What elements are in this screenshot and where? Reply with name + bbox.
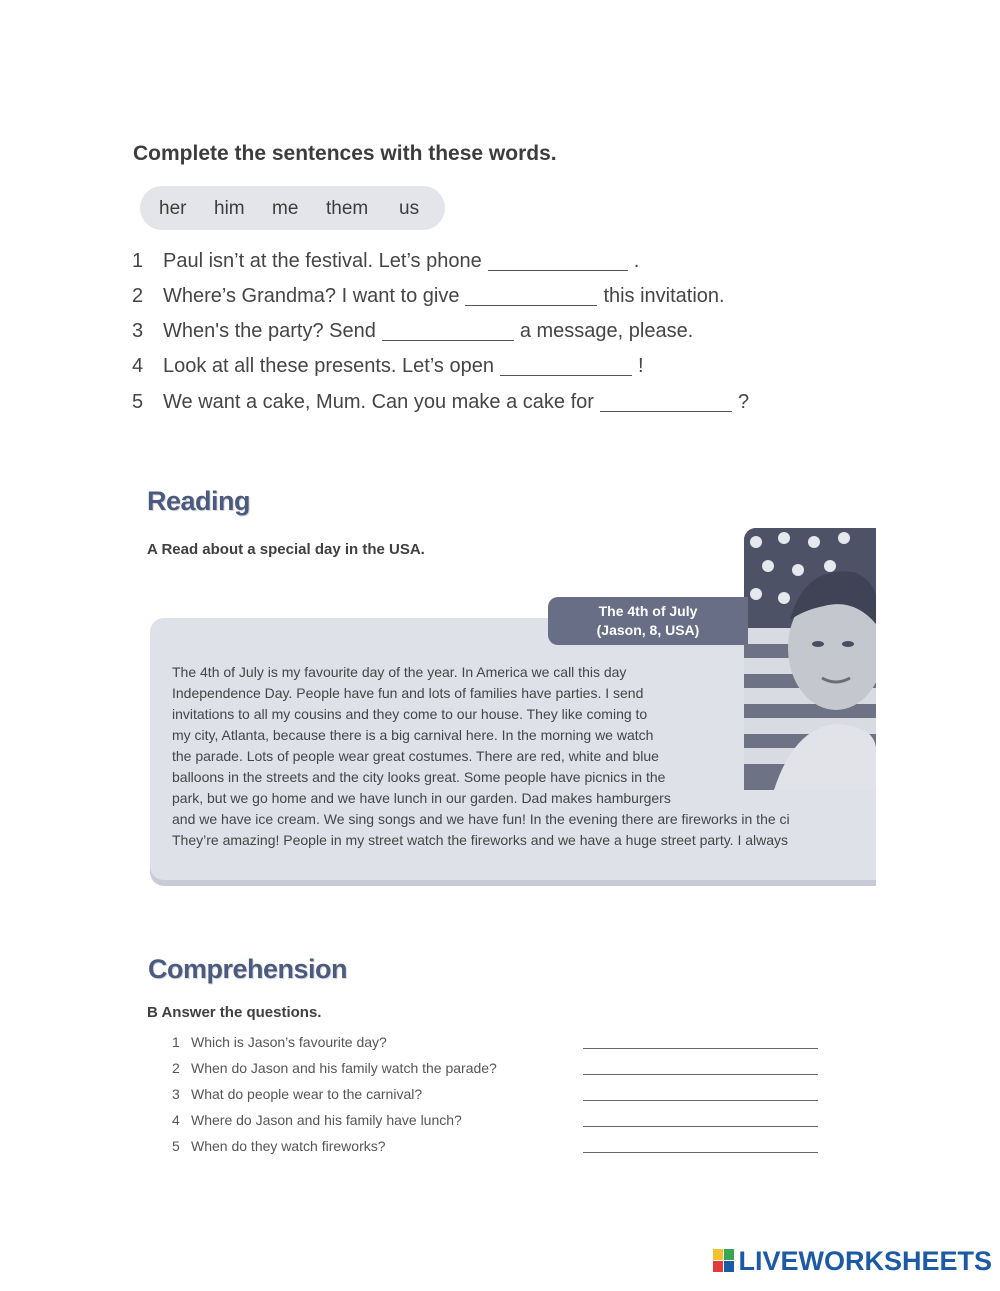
question-row	[172, 1086, 422, 1102]
logo-blocks-icon	[713, 1249, 735, 1273]
section-heading-reading: Reading	[147, 486, 251, 516]
answer-line-1[interactable]	[583, 1030, 818, 1049]
boy-flag-photo	[744, 528, 876, 790]
sentence-text: Where’s Grandma? I want to give	[163, 285, 460, 307]
reading-line: balloons in the streets and the city looks great. Some people have picnics in the	[172, 769, 666, 785]
question-number: 2	[172, 1060, 180, 1076]
word-bank-item: us	[399, 198, 420, 219]
answer-blank-4[interactable]	[500, 355, 632, 376]
question-text: Where do Jason and his family have lunch?	[191, 1112, 462, 1128]
reading-line: They’re amazing! People in my street watch the fireworks and we have a huge street party. I always	[172, 832, 789, 848]
word-bank-item: him	[214, 198, 245, 219]
reading-line: my city, Atlanta, because there is a big carnival here. In the morning we watch	[172, 727, 654, 743]
sentence-text: Look at all these presents. Let’s open	[163, 355, 494, 377]
sentence-text: Paul isn’t at the festival. Let’s phone	[163, 250, 482, 272]
comprehension-instruction: B Answer the questions.	[147, 1004, 322, 1021]
reading-line: and we have ice cream. We sing songs and we have fun! In the evening there are fireworks in the ci	[172, 811, 790, 827]
answer-blank-1[interactable]	[488, 250, 628, 271]
sentence-row	[132, 285, 725, 308]
question-number: 5	[172, 1138, 180, 1154]
sentence-row	[132, 320, 693, 343]
word-bank	[140, 186, 445, 230]
exercise-instruction: Complete the sentences with these words.	[133, 142, 557, 165]
question-number: 3	[172, 1086, 180, 1102]
answer-blank-3[interactable]	[382, 320, 514, 341]
reading-instruction: A Read about a special day in the USA.	[147, 541, 425, 558]
photo-illustration	[744, 528, 876, 790]
sentence-number: 2	[132, 285, 144, 307]
sentence-end: this invitation.	[603, 285, 725, 307]
page-crop-edge	[876, 470, 1000, 950]
word-bank-item: her	[159, 198, 187, 219]
sentence-number: 4	[132, 355, 144, 377]
answer-line-2[interactable]	[583, 1056, 818, 1075]
answer-line-5[interactable]	[583, 1134, 818, 1153]
reading-line: park, but we go home and we have lunch in our garden. Dad makes hamburgers	[172, 790, 671, 806]
logo-text: LIVEWORKSHEETS	[738, 1245, 992, 1276]
sentence-row	[132, 250, 639, 273]
question-row	[172, 1060, 497, 1076]
answer-blank-5[interactable]	[600, 391, 732, 412]
section-heading-comprehension: Comprehension	[148, 954, 348, 984]
sentence-number: 1	[132, 250, 144, 272]
question-text: Which is Jason’s favourite day?	[191, 1034, 387, 1050]
reading-line: the parade. Lots of people wear great costumes. There are red, white and blue	[172, 748, 659, 764]
sentence-row	[132, 391, 749, 414]
liveworksheets-logo	[713, 1245, 992, 1277]
answer-line-3[interactable]	[583, 1082, 818, 1101]
question-text: When do they watch fireworks?	[191, 1138, 386, 1154]
answer-blank-2[interactable]	[465, 285, 597, 306]
question-row	[172, 1112, 462, 1128]
answer-line-4[interactable]	[583, 1108, 818, 1127]
sentence-text: When's the party? Send	[163, 320, 376, 342]
question-number: 4	[172, 1112, 180, 1128]
story-tag	[548, 597, 748, 645]
sentence-end: .	[633, 250, 640, 272]
question-row	[172, 1138, 386, 1154]
sentence-number: 3	[132, 320, 144, 342]
reading-line: The 4th of July is my favourite day of the year. In America we call this day	[172, 664, 627, 680]
story-author: (Jason, 8, USA)	[596, 622, 700, 638]
reading-line: Independence Day. People have fun and lots of families have parties. I send	[172, 685, 644, 701]
sentence-end: a message, please.	[519, 320, 694, 342]
sentence-text: We want a cake, Mum. Can you make a cake for	[163, 391, 594, 413]
story-title: The 4th of July	[598, 603, 698, 619]
sentence-end: !	[637, 355, 644, 377]
sentence-end: ?	[737, 391, 750, 413]
question-text: When do Jason and his family watch the parade?	[191, 1060, 497, 1076]
sentence-number: 5	[132, 391, 144, 413]
reading-line: invitations to all my cousins and they come to our house. They like coming to	[172, 706, 648, 722]
question-number: 1	[172, 1034, 180, 1050]
question-row	[172, 1034, 387, 1050]
question-text: What do people wear to the carnival?	[191, 1086, 423, 1102]
word-bank-item: me	[272, 198, 299, 219]
sentence-row	[132, 355, 644, 378]
word-bank-item: them	[326, 198, 369, 219]
